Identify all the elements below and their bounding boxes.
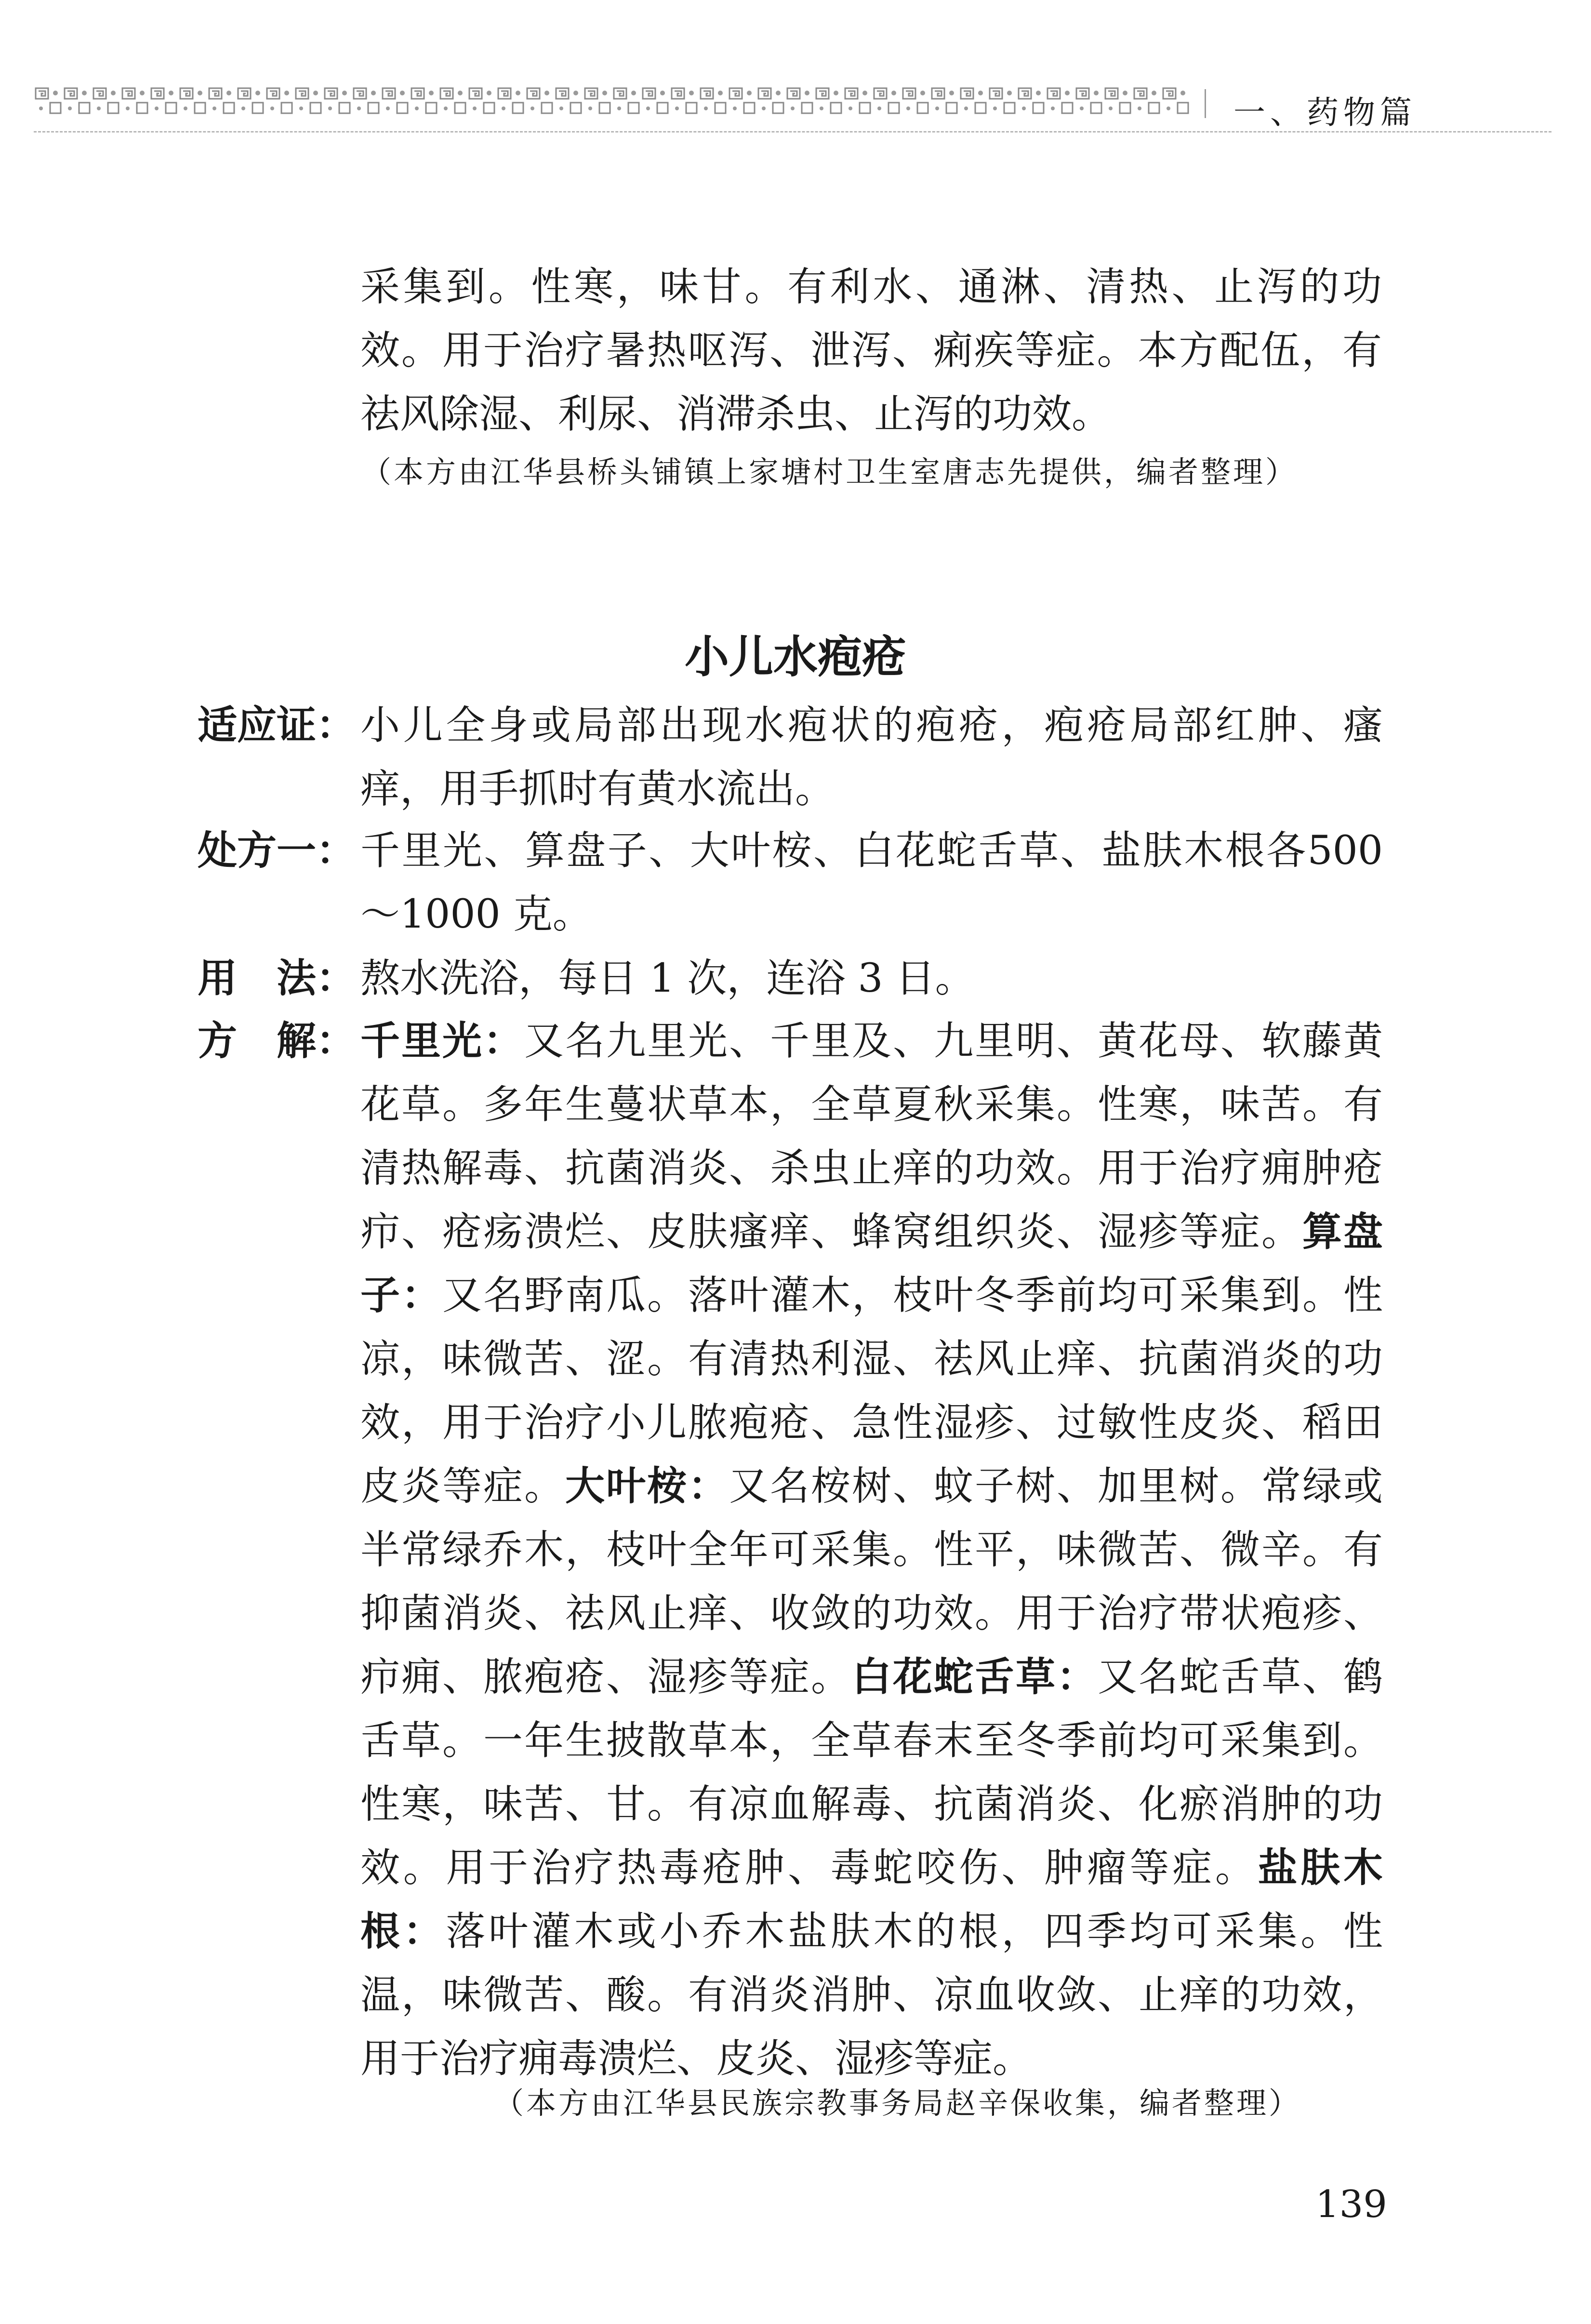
herb-name-yanfumugen: 盐肤木根：: [360, 1845, 1383, 1954]
herb-desc-suanpanzi: 又名野南瓜。落叶灌木，枝叶冬季前均可采集到。性凉，味微苦、涩。有清热利湿、祛风止痒、抗菌消炎的功效，用于治疗小儿脓疱疮、急性湿疹、过敏性皮炎、稻田皮炎等症。: [360, 1273, 1383, 1509]
explanation-label: 方 解：: [198, 1018, 356, 1064]
explanation-entry: [198, 1009, 1383, 2091]
explanation-text: [360, 1009, 1383, 2091]
indication-label: 适应证：: [198, 703, 356, 748]
herb-name-qianliguang: 千里光：: [360, 1018, 524, 1064]
herb-name-suanpanzi: 算盘子：: [360, 1209, 1383, 1318]
usage-label: 用 法：: [198, 956, 356, 1001]
previous-source-note: （本方由江华县桥头铺镇上家塘村卫生室唐志先提供，编者整理）: [361, 454, 1298, 490]
continuation-paragraph: 采集到。性寒，味甘。有利水、通淋、清热、止泻的功效。用于治疗暑热呕泻、泄泻、痢疾等症。本方配伍，有祛风除湿、利尿、消滞杀虫、止泻的功效。: [360, 264, 1382, 437]
prescription-label: 处方一：: [198, 828, 356, 874]
herb-desc-yanfumugen: 落叶灌木或小乔木盐肤木的根，四季均可采集。性温，味微苦、酸。有消炎消肿、凉血收敛、止痒的功效，用于治疗痈毒溃烂、皮炎、湿疹等症。: [360, 1909, 1383, 2082]
page-number: 139: [1315, 2183, 1387, 2226]
indication-entry: [198, 694, 1383, 821]
herb-name-baihuasheshecao: 白花蛇舌草：: [851, 1654, 1098, 1700]
herb-name-dayean: 大叶桉：: [565, 1463, 729, 1509]
prescription-title: 小儿水疱疮: [684, 631, 906, 683]
running-header-title: 一、药物篇: [1233, 94, 1417, 131]
header-separator: [1205, 89, 1206, 118]
indication-text: 小儿全身或局部出现水疱状的疱疮，疱疮局部红肿、瘙痒，用手抓时有黄水流出。: [360, 703, 1383, 812]
usage-text: 熬水洗浴，每日 1 次，连浴 3 日。: [360, 956, 975, 1001]
herb-desc-dayean: 又名桉树、蚊子树、加里树。常绿或半常绿乔木，枝叶全年可采集。性平，味微苦、微辛。有抑菌消炎、祛风止痒、收敛的功效。用于治疗带状疱疹、疖痈、脓疱疮、湿疹等症。: [360, 1463, 1383, 1700]
usage-entry: [198, 947, 1383, 1010]
prescription-text: 千里光、算盘子、大叶桉、白花蛇舌草、盐肤木根各500～1000 克。: [360, 828, 1383, 937]
header-rule: [34, 131, 1551, 133]
prescription-entry: [198, 819, 1383, 946]
herb-desc-qianliguang: 又名九里光、千里及、九里明、黄花母、软藤黄花草。多年生蔓状草本，全草夏秋采集。性寒，味苦。有清热解毒、抗菌消炎、杀虫止痒的功效。用于治疗痈肿疮疖、疮疡溃烂、皮肤瘙痒、蜂窝组织炎、湿疹等症。: [360, 1018, 1383, 1255]
header-ornament: [34, 84, 1190, 118]
source-note: （本方由江华县民族宗教事务局赵辛保收集，编者整理）: [494, 2085, 1301, 2121]
herb-desc-baihuasheshecao: 又名蛇舌草、鹤舌草。一年生披散草本，全草春末至冬季前均可采集到。性寒，味苦、甘。有凉血解毒、抗菌消炎、化瘀消肿的功效。用于治疗热毒疮肿、毒蛇咬伤、肿瘤等症。: [360, 1654, 1383, 1891]
